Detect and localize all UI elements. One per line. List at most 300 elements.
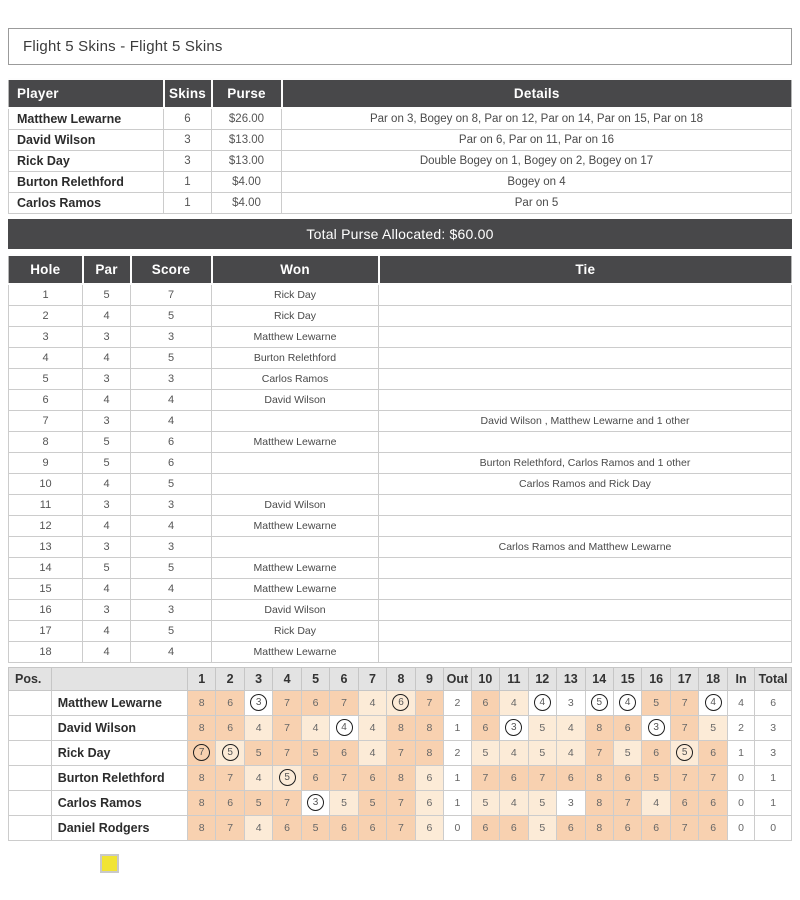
scorecard-header-13: 13 bbox=[557, 667, 585, 690]
score-cell-hole-8: 7 bbox=[387, 790, 415, 815]
hole-tie: Carlos Ramos and Matthew Lewarne bbox=[379, 536, 792, 557]
hole-row bbox=[9, 557, 792, 578]
score-cell-hole-4 bbox=[273, 765, 301, 790]
score-cell-hole-3: 5 bbox=[244, 740, 272, 765]
hole-score: 5 bbox=[131, 347, 212, 368]
score-cell-hole-13: 3 bbox=[557, 790, 585, 815]
hole-score: 5 bbox=[131, 305, 212, 326]
scorecard-in: 0 bbox=[727, 765, 754, 790]
skins-player-name: David Wilson bbox=[9, 130, 164, 151]
hole-score: 3 bbox=[131, 599, 212, 620]
scorecard-player-name: Carlos Ramos bbox=[51, 790, 187, 815]
score-cell-hole-13: 6 bbox=[557, 765, 585, 790]
score-cell-hole-16: 6 bbox=[642, 740, 670, 765]
score-cell-hole-13: 4 bbox=[557, 715, 585, 740]
skins-count: 3 bbox=[164, 130, 212, 151]
score-cell-hole-5: 5 bbox=[301, 815, 329, 840]
hole-score: 4 bbox=[131, 515, 212, 536]
score-cell-hole-2: 6 bbox=[216, 715, 244, 740]
score-cell-hole-12: 5 bbox=[528, 740, 556, 765]
scorecard-pos bbox=[9, 715, 52, 740]
hole-par: 3 bbox=[83, 326, 131, 347]
score-cell-hole-2: 6 bbox=[216, 790, 244, 815]
hole-score: 7 bbox=[131, 284, 212, 305]
holes-header-tie: Tie bbox=[379, 255, 792, 284]
hole-par: 3 bbox=[83, 410, 131, 431]
skin-won-circle: 3 bbox=[505, 719, 522, 736]
skin-won-circle: 3 bbox=[648, 719, 665, 736]
hole-row bbox=[9, 452, 792, 473]
hole-row bbox=[9, 473, 792, 494]
hole-score: 6 bbox=[131, 431, 212, 452]
score-cell-hole-16 bbox=[642, 715, 670, 740]
hole-number: 2 bbox=[9, 305, 83, 326]
score-cell-hole-14: 8 bbox=[585, 815, 613, 840]
hole-par: 4 bbox=[83, 347, 131, 368]
hole-row bbox=[9, 578, 792, 599]
hole-won: Matthew Lewarne bbox=[212, 557, 379, 578]
skins-header-row bbox=[9, 79, 792, 108]
hole-number: 11 bbox=[9, 494, 83, 515]
scorecard-player-name: David Wilson bbox=[51, 715, 187, 740]
hole-par: 4 bbox=[83, 305, 131, 326]
hole-number: 6 bbox=[9, 389, 83, 410]
scorecard-row bbox=[9, 790, 792, 815]
skins-details: Bogey on 4 bbox=[282, 172, 792, 193]
score-cell-hole-12 bbox=[528, 690, 556, 715]
hole-par: 5 bbox=[83, 557, 131, 578]
hole-number: 16 bbox=[9, 599, 83, 620]
scorecard-header-out: Out bbox=[444, 667, 471, 690]
score-cell-hole-11 bbox=[500, 715, 528, 740]
score-cell-hole-7: 6 bbox=[358, 765, 386, 790]
skin-won-circle: 7 bbox=[193, 744, 210, 761]
scorecard-header-4: 4 bbox=[273, 667, 301, 690]
scorecard-header-10: 10 bbox=[471, 667, 499, 690]
score-cell-hole-1: 8 bbox=[187, 815, 215, 840]
score-cell-hole-1: 8 bbox=[187, 690, 215, 715]
hole-score: 4 bbox=[131, 641, 212, 662]
scorecard-in: 4 bbox=[727, 690, 754, 715]
hole-row bbox=[9, 599, 792, 620]
hole-number: 5 bbox=[9, 368, 83, 389]
hole-tie bbox=[379, 347, 792, 368]
hole-won: David Wilson bbox=[212, 389, 379, 410]
skins-player-name: Rick Day bbox=[9, 151, 164, 172]
scorecard-header-15: 15 bbox=[613, 667, 641, 690]
score-cell-hole-4: 7 bbox=[273, 740, 301, 765]
score-cell-hole-2: 6 bbox=[216, 690, 244, 715]
score-cell-hole-17 bbox=[670, 740, 698, 765]
score-cell-hole-5: 4 bbox=[301, 715, 329, 740]
scorecard-in: 1 bbox=[727, 740, 754, 765]
hole-row bbox=[9, 410, 792, 431]
skin-won-circle: 4 bbox=[705, 694, 722, 711]
skins-details: Par on 3, Bogey on 8, Par on 12, Par on 14, Par on 15, Par on 18 bbox=[282, 108, 792, 130]
score-cell-hole-17: 7 bbox=[670, 715, 698, 740]
score-cell-hole-9: 8 bbox=[415, 740, 443, 765]
score-cell-hole-3: 5 bbox=[244, 790, 272, 815]
hole-won bbox=[212, 473, 379, 494]
scorecard-pos bbox=[9, 790, 52, 815]
score-cell-hole-16: 4 bbox=[642, 790, 670, 815]
skins-purse: $13.00 bbox=[212, 130, 282, 151]
hole-tie bbox=[379, 557, 792, 578]
skins-header-purse: Purse bbox=[212, 79, 282, 108]
hole-tie bbox=[379, 284, 792, 305]
score-cell-hole-15: 6 bbox=[613, 815, 641, 840]
score-cell-hole-7: 5 bbox=[358, 790, 386, 815]
skins-details: Double Bogey on 1, Bogey on 2, Bogey on 17 bbox=[282, 151, 792, 172]
scorecard-row bbox=[9, 740, 792, 765]
scorecard-table bbox=[8, 667, 792, 841]
hole-par: 3 bbox=[83, 536, 131, 557]
skin-won-circle: 3 bbox=[307, 794, 324, 811]
skin-won-circle: 6 bbox=[392, 694, 409, 711]
hole-par: 4 bbox=[83, 473, 131, 494]
skins-purse: $4.00 bbox=[212, 172, 282, 193]
hole-par: 4 bbox=[83, 620, 131, 641]
score-cell-hole-12: 5 bbox=[528, 715, 556, 740]
score-cell-hole-9: 6 bbox=[415, 815, 443, 840]
hole-row bbox=[9, 536, 792, 557]
scorecard-out: 2 bbox=[444, 740, 471, 765]
hole-number: 13 bbox=[9, 536, 83, 557]
hole-number: 4 bbox=[9, 347, 83, 368]
hole-par: 5 bbox=[83, 452, 131, 473]
scorecard-header-6: 6 bbox=[330, 667, 358, 690]
hole-par: 5 bbox=[83, 284, 131, 305]
score-cell-hole-2 bbox=[216, 740, 244, 765]
score-cell-hole-6: 7 bbox=[330, 690, 358, 715]
score-cell-hole-1 bbox=[187, 740, 215, 765]
score-cell-hole-17: 7 bbox=[670, 690, 698, 715]
hole-score: 5 bbox=[131, 473, 212, 494]
scorecard-player-name: Daniel Rodgers bbox=[51, 815, 187, 840]
score-cell-hole-14 bbox=[585, 690, 613, 715]
hole-row bbox=[9, 326, 792, 347]
skins-summary-table bbox=[8, 78, 792, 214]
hole-tie bbox=[379, 515, 792, 536]
score-cell-hole-17: 6 bbox=[670, 790, 698, 815]
hole-tie bbox=[379, 305, 792, 326]
hole-number: 14 bbox=[9, 557, 83, 578]
hole-score: 4 bbox=[131, 410, 212, 431]
hole-won: Rick Day bbox=[212, 284, 379, 305]
score-cell-hole-8 bbox=[387, 690, 415, 715]
score-cell-hole-14: 8 bbox=[585, 765, 613, 790]
hole-number: 1 bbox=[9, 284, 83, 305]
score-cell-hole-5: 6 bbox=[301, 690, 329, 715]
hole-score: 5 bbox=[131, 620, 212, 641]
skin-won-circle: 4 bbox=[336, 719, 353, 736]
scorecard-in: 0 bbox=[727, 790, 754, 815]
scorecard-header-1: 1 bbox=[187, 667, 215, 690]
hole-row bbox=[9, 389, 792, 410]
scorecard-player-name: Matthew Lewarne bbox=[51, 690, 187, 715]
skins-header-skins: Skins bbox=[164, 79, 212, 108]
hole-won: Matthew Lewarne bbox=[212, 431, 379, 452]
scorecard-header-7: 7 bbox=[358, 667, 386, 690]
hole-par: 4 bbox=[83, 389, 131, 410]
score-cell-hole-9: 8 bbox=[415, 715, 443, 740]
score-cell-hole-10: 7 bbox=[471, 765, 499, 790]
score-cell-hole-13: 3 bbox=[557, 690, 585, 715]
score-cell-hole-18: 6 bbox=[699, 740, 727, 765]
score-cell-hole-14: 8 bbox=[585, 790, 613, 815]
score-cell-hole-5: 5 bbox=[301, 740, 329, 765]
hole-won: David Wilson bbox=[212, 494, 379, 515]
score-cell-hole-18: 7 bbox=[699, 765, 727, 790]
score-cell-hole-7: 4 bbox=[358, 740, 386, 765]
score-cell-hole-13: 6 bbox=[557, 815, 585, 840]
scorecard-header-3: 3 bbox=[244, 667, 272, 690]
hole-won: Rick Day bbox=[212, 620, 379, 641]
hole-number: 9 bbox=[9, 452, 83, 473]
hole-number: 12 bbox=[9, 515, 83, 536]
scorecard-header-2: 2 bbox=[216, 667, 244, 690]
score-cell-hole-18: 5 bbox=[699, 715, 727, 740]
hole-number: 17 bbox=[9, 620, 83, 641]
total-purse-banner: Total Purse Allocated: $60.00 bbox=[8, 219, 792, 249]
score-cell-hole-11: 4 bbox=[500, 790, 528, 815]
score-cell-hole-14: 8 bbox=[585, 715, 613, 740]
scorecard-header-in: In bbox=[727, 667, 754, 690]
scorecard-header-5: 5 bbox=[301, 667, 329, 690]
score-cell-hole-3 bbox=[244, 690, 272, 715]
skin-won-circle: 5 bbox=[279, 769, 296, 786]
skins-purse: $4.00 bbox=[212, 193, 282, 214]
hole-score: 3 bbox=[131, 536, 212, 557]
score-cell-hole-6: 7 bbox=[330, 765, 358, 790]
score-cell-hole-7: 4 bbox=[358, 690, 386, 715]
score-cell-hole-5 bbox=[301, 790, 329, 815]
scorecard-header-16: 16 bbox=[642, 667, 670, 690]
score-cell-hole-15: 7 bbox=[613, 790, 641, 815]
skins-purse: $13.00 bbox=[212, 151, 282, 172]
hole-score: 3 bbox=[131, 368, 212, 389]
score-cell-hole-8: 8 bbox=[387, 765, 415, 790]
hole-won: Matthew Lewarne bbox=[212, 578, 379, 599]
score-cell-hole-16: 6 bbox=[642, 815, 670, 840]
score-cell-hole-18: 6 bbox=[699, 790, 727, 815]
score-cell-hole-16: 5 bbox=[642, 765, 670, 790]
skin-won-circle: 5 bbox=[591, 694, 608, 711]
score-cell-hole-10: 6 bbox=[471, 815, 499, 840]
hole-number: 18 bbox=[9, 641, 83, 662]
scorecard-header-total: Total bbox=[755, 667, 792, 690]
hole-tie bbox=[379, 620, 792, 641]
skins-header-player: Player bbox=[9, 79, 164, 108]
hole-number: 8 bbox=[9, 431, 83, 452]
skin-won-circle: 5 bbox=[676, 744, 693, 761]
skins-details: Par on 5 bbox=[282, 193, 792, 214]
hole-row bbox=[9, 305, 792, 326]
scorecard-player-name: Burton Relethford bbox=[51, 765, 187, 790]
skins-row bbox=[9, 151, 792, 172]
score-cell-hole-10: 6 bbox=[471, 715, 499, 740]
hole-score: 6 bbox=[131, 452, 212, 473]
score-cell-hole-2: 7 bbox=[216, 815, 244, 840]
hole-number: 7 bbox=[9, 410, 83, 431]
scorecard-out: 0 bbox=[444, 815, 471, 840]
score-cell-hole-6: 5 bbox=[330, 790, 358, 815]
scorecard-header-9: 9 bbox=[415, 667, 443, 690]
scorecard-pos bbox=[9, 815, 52, 840]
score-cell-hole-11: 4 bbox=[500, 740, 528, 765]
holes-header-won: Won bbox=[212, 255, 379, 284]
score-cell-hole-12: 5 bbox=[528, 815, 556, 840]
score-cell-hole-13: 4 bbox=[557, 740, 585, 765]
hole-tie bbox=[379, 641, 792, 662]
score-cell-hole-4: 7 bbox=[273, 690, 301, 715]
skin-won-circle: 5 bbox=[222, 744, 239, 761]
skins-row bbox=[9, 172, 792, 193]
scorecard-header-14: 14 bbox=[585, 667, 613, 690]
hole-won: David Wilson bbox=[212, 599, 379, 620]
hole-row bbox=[9, 368, 792, 389]
scorecard-in: 2 bbox=[727, 715, 754, 740]
hole-score: 3 bbox=[131, 326, 212, 347]
score-cell-hole-15 bbox=[613, 690, 641, 715]
hole-par: 4 bbox=[83, 641, 131, 662]
score-cell-hole-7: 6 bbox=[358, 815, 386, 840]
skins-count: 1 bbox=[164, 193, 212, 214]
hole-par: 4 bbox=[83, 515, 131, 536]
hole-par: 4 bbox=[83, 578, 131, 599]
holes-header-hole: Hole bbox=[9, 255, 83, 284]
skins-count: 1 bbox=[164, 172, 212, 193]
hole-tie bbox=[379, 578, 792, 599]
scorecard-total: 1 bbox=[755, 765, 792, 790]
hole-row bbox=[9, 494, 792, 515]
hole-par: 3 bbox=[83, 599, 131, 620]
score-cell-hole-4: 7 bbox=[273, 715, 301, 740]
skins-row bbox=[9, 130, 792, 151]
scorecard-row bbox=[9, 815, 792, 840]
scorecard-header-12: 12 bbox=[528, 667, 556, 690]
hole-won: Burton Relethford bbox=[212, 347, 379, 368]
hole-score: 3 bbox=[131, 494, 212, 515]
score-cell-hole-2: 7 bbox=[216, 765, 244, 790]
score-cell-hole-9: 6 bbox=[415, 790, 443, 815]
hole-won: Matthew Lewarne bbox=[212, 515, 379, 536]
scorecard-in: 0 bbox=[727, 815, 754, 840]
holes-header-par: Par bbox=[83, 255, 131, 284]
scorecard-header-8: 8 bbox=[387, 667, 415, 690]
score-cell-hole-15: 5 bbox=[613, 740, 641, 765]
score-cell-hole-9: 6 bbox=[415, 765, 443, 790]
page-title: Flight 5 Skins - Flight 5 Skins bbox=[8, 28, 792, 65]
hole-won bbox=[212, 410, 379, 431]
scorecard-header-name bbox=[51, 667, 187, 690]
scorecard-out: 2 bbox=[444, 690, 471, 715]
legend bbox=[100, 854, 792, 878]
hole-tie: Carlos Ramos and Rick Day bbox=[379, 473, 792, 494]
hole-par: 3 bbox=[83, 494, 131, 515]
hole-won: Rick Day bbox=[212, 305, 379, 326]
scorecard-header-18: 18 bbox=[699, 667, 727, 690]
skins-row bbox=[9, 193, 792, 214]
score-cell-hole-10: 5 bbox=[471, 740, 499, 765]
score-cell-hole-16: 5 bbox=[642, 690, 670, 715]
holes-header-row bbox=[9, 255, 792, 284]
scorecard-out: 1 bbox=[444, 715, 471, 740]
hole-row bbox=[9, 347, 792, 368]
score-cell-hole-5: 6 bbox=[301, 765, 329, 790]
hole-won: Carlos Ramos bbox=[212, 368, 379, 389]
hole-par: 5 bbox=[83, 431, 131, 452]
hole-number: 15 bbox=[9, 578, 83, 599]
scorecard-pos bbox=[9, 690, 52, 715]
hole-tie bbox=[379, 326, 792, 347]
scorecard-pos bbox=[9, 740, 52, 765]
score-cell-hole-8: 7 bbox=[387, 740, 415, 765]
scorecard-header-pos: Pos. bbox=[9, 667, 52, 690]
score-cell-hole-1: 8 bbox=[187, 765, 215, 790]
hole-score: 5 bbox=[131, 557, 212, 578]
hole-row bbox=[9, 431, 792, 452]
scorecard-row bbox=[9, 715, 792, 740]
skin-won-circle: 3 bbox=[250, 694, 267, 711]
scorecard-header-row bbox=[9, 667, 792, 690]
hole-tie bbox=[379, 431, 792, 452]
score-cell-hole-3: 4 bbox=[244, 815, 272, 840]
hole-number: 10 bbox=[9, 473, 83, 494]
skins-player-name: Carlos Ramos bbox=[9, 193, 164, 214]
scorecard-row bbox=[9, 765, 792, 790]
scorecard-row bbox=[9, 690, 792, 715]
scorecard-header-17: 17 bbox=[670, 667, 698, 690]
score-cell-hole-17: 7 bbox=[670, 765, 698, 790]
score-cell-hole-8: 7 bbox=[387, 815, 415, 840]
skins-player-name: Burton Relethford bbox=[9, 172, 164, 193]
skins-details: Par on 6, Par on 11, Par on 16 bbox=[282, 130, 792, 151]
yellow-legend-swatch bbox=[100, 854, 119, 873]
skins-header-details: Details bbox=[282, 79, 792, 108]
hole-won bbox=[212, 452, 379, 473]
hole-score: 4 bbox=[131, 578, 212, 599]
score-cell-hole-15: 6 bbox=[613, 715, 641, 740]
score-cell-hole-1: 8 bbox=[187, 715, 215, 740]
skins-count: 6 bbox=[164, 108, 212, 130]
hole-par: 3 bbox=[83, 368, 131, 389]
hole-tie: David Wilson , Matthew Lewarne and 1 other bbox=[379, 410, 792, 431]
hole-won: Matthew Lewarne bbox=[212, 326, 379, 347]
scorecard-total: 6 bbox=[755, 690, 792, 715]
skins-purse: $26.00 bbox=[212, 108, 282, 130]
score-cell-hole-3: 4 bbox=[244, 715, 272, 740]
score-cell-hole-8: 8 bbox=[387, 715, 415, 740]
score-cell-hole-10: 5 bbox=[471, 790, 499, 815]
score-cell-hole-12: 7 bbox=[528, 765, 556, 790]
hole-results-table bbox=[8, 254, 792, 663]
skins-row bbox=[9, 108, 792, 130]
skin-won-circle: 4 bbox=[534, 694, 551, 711]
score-cell-hole-1: 8 bbox=[187, 790, 215, 815]
score-cell-hole-10: 6 bbox=[471, 690, 499, 715]
score-cell-hole-15: 6 bbox=[613, 765, 641, 790]
score-cell-hole-9: 7 bbox=[415, 690, 443, 715]
hole-row bbox=[9, 284, 792, 305]
score-cell-hole-12: 5 bbox=[528, 790, 556, 815]
score-cell-hole-6 bbox=[330, 715, 358, 740]
scorecard-total: 1 bbox=[755, 790, 792, 815]
score-cell-hole-18: 6 bbox=[699, 815, 727, 840]
scorecard-out: 1 bbox=[444, 790, 471, 815]
score-cell-hole-6: 6 bbox=[330, 740, 358, 765]
hole-number: 3 bbox=[9, 326, 83, 347]
